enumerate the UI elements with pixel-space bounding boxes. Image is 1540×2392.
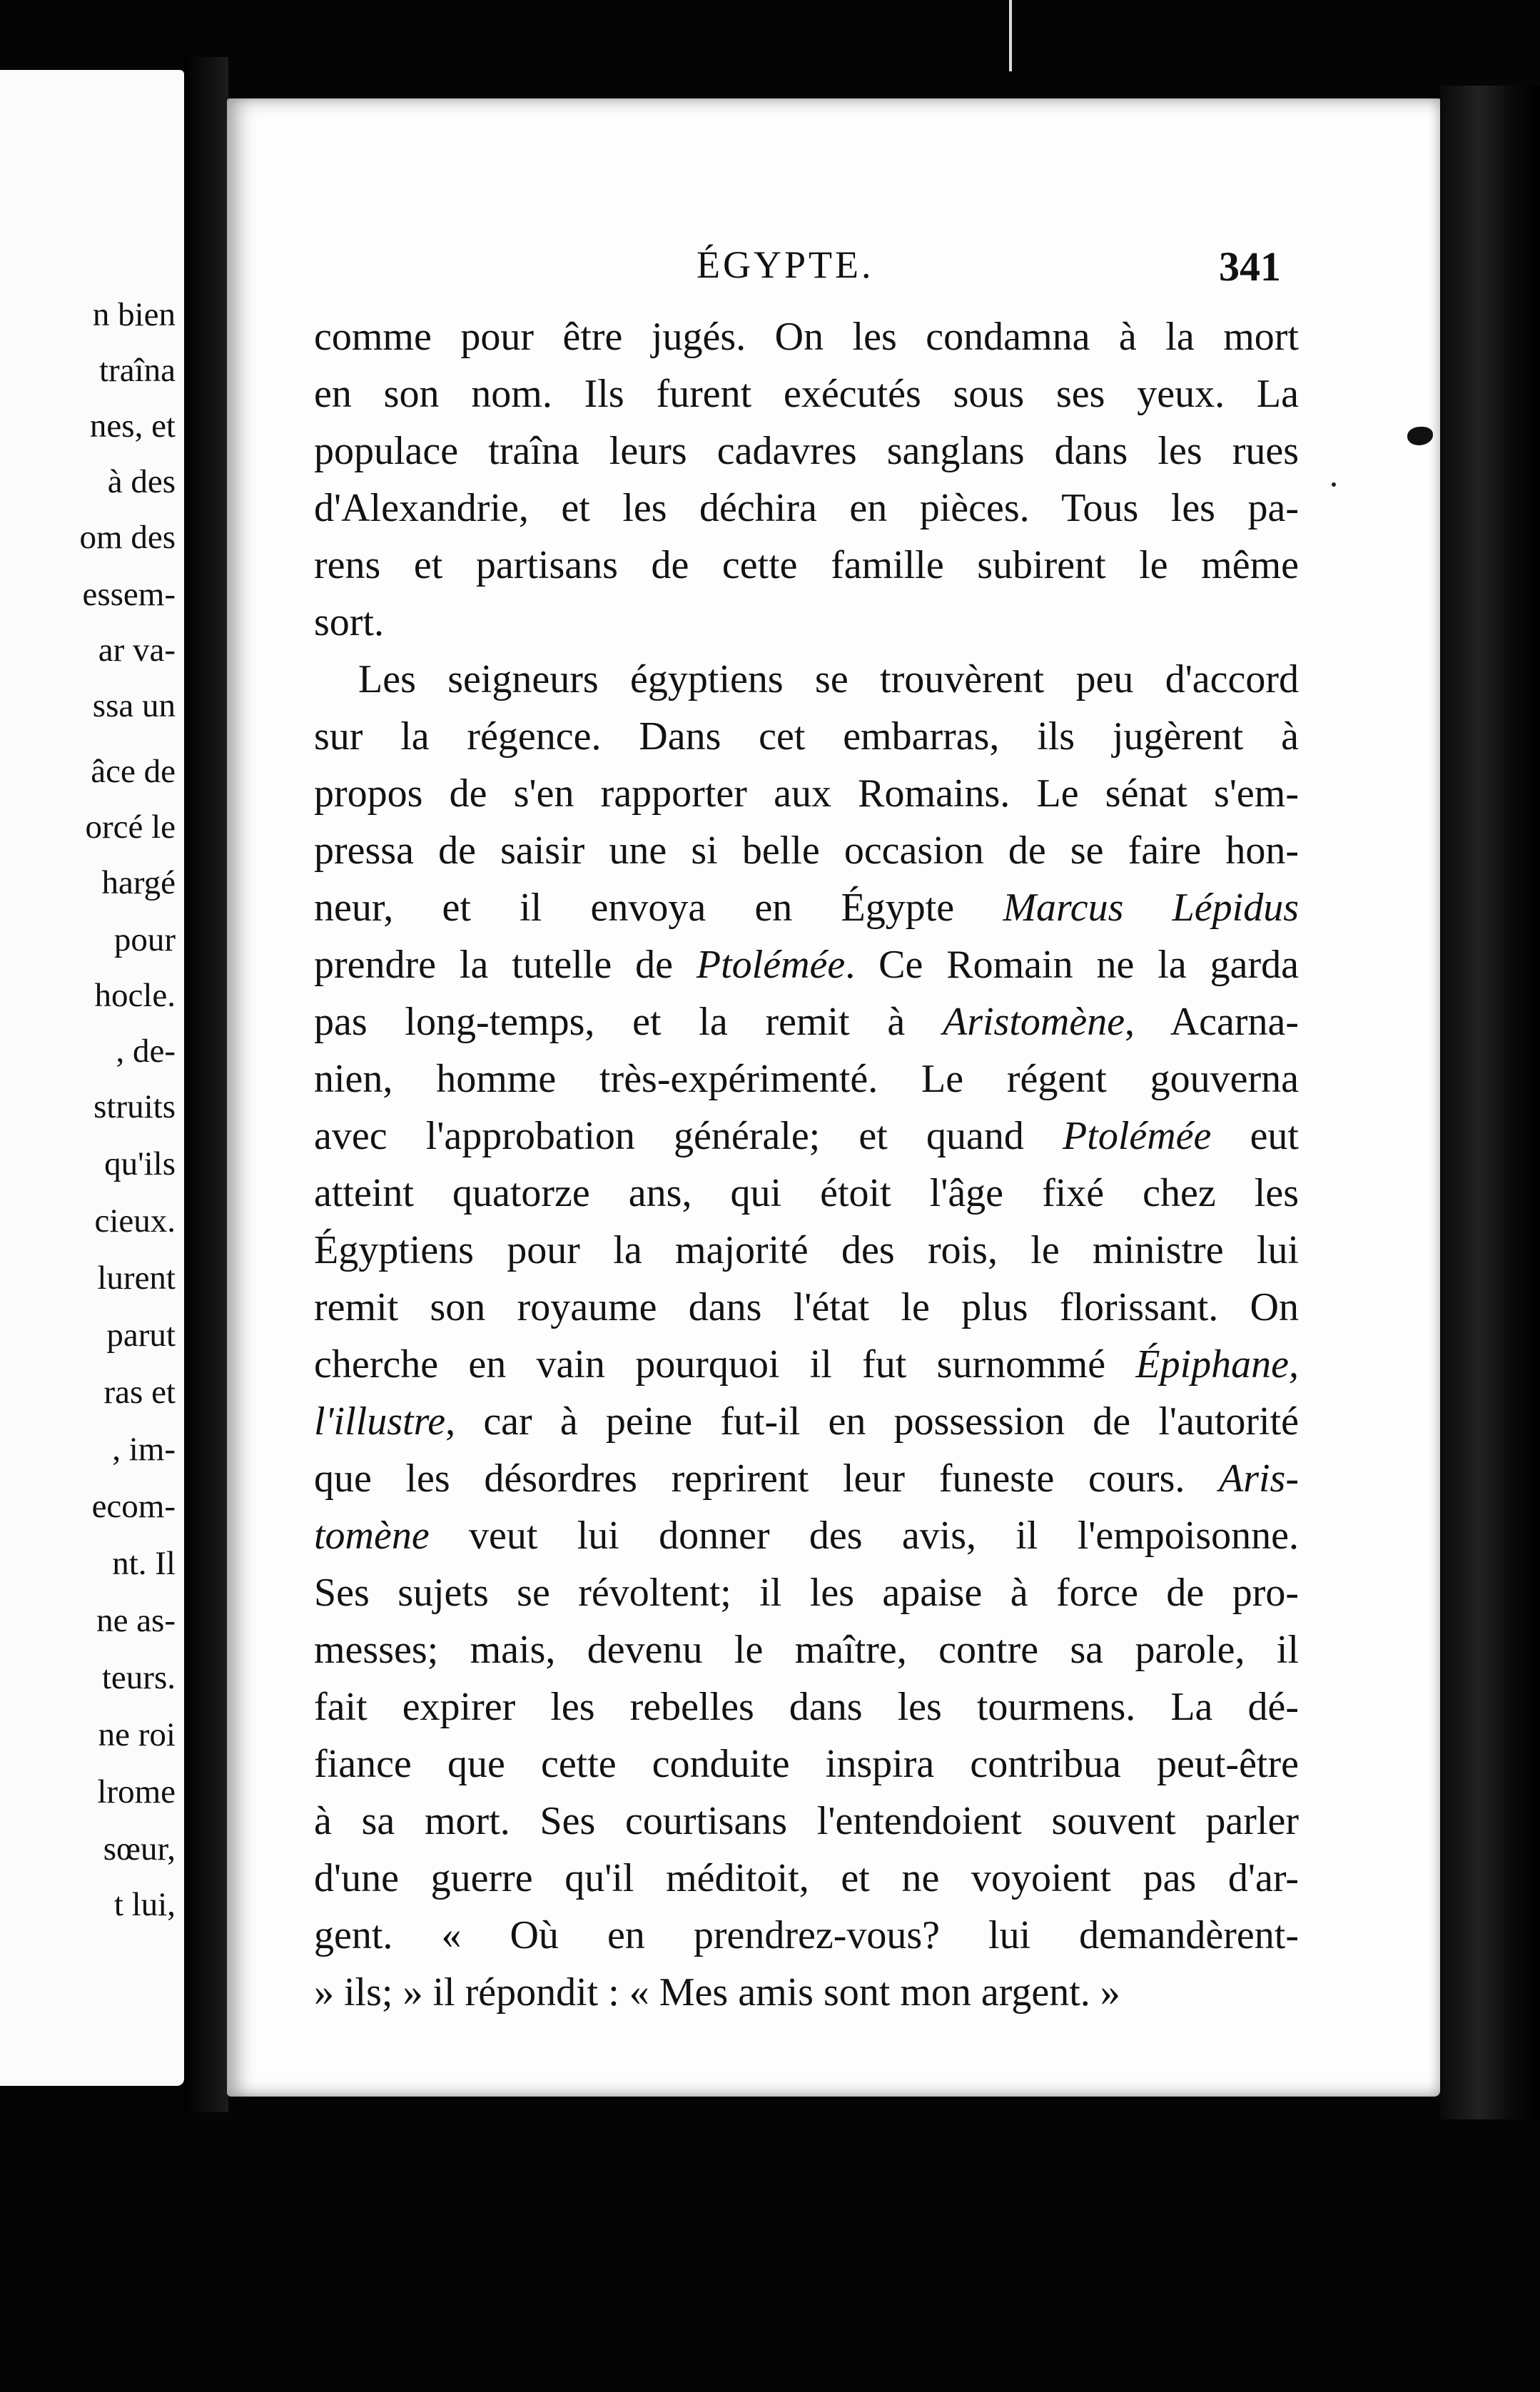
text-segment: pressa de saisir une si belle occasion de se faire hon- — [314, 828, 1299, 873]
text-line — [314, 1621, 1299, 1678]
binding-thread — [1009, 0, 1012, 71]
text-segment: pas long-temps, et la remit à — [314, 1000, 943, 1044]
left-page-line: hocle. — [94, 977, 176, 1014]
text-segment: remit son royaume dans l'état le plus florissant. On — [314, 1285, 1299, 1329]
left-page-line: ras et — [103, 1374, 176, 1411]
left-page-line: n bien — [92, 296, 176, 333]
text-segment: veut lui donner des avis, il l'empoisonne. — [429, 1514, 1299, 1558]
left-page-line: , im- — [112, 1431, 176, 1468]
text-segment: Égyptiens pour la majorité des rois, le ministre lui — [314, 1228, 1299, 1272]
left-page-fragment — [0, 70, 184, 2086]
left-page-line: , de- — [116, 1033, 176, 1070]
text-line — [314, 1279, 1299, 1336]
left-page-line: ne as- — [96, 1602, 176, 1639]
text-line — [314, 1564, 1299, 1621]
left-page-line: cieux. — [94, 1202, 176, 1240]
text-line — [314, 1678, 1299, 1735]
book-gutter — [184, 57, 228, 2112]
text-segment: d'une guerre qu'il méditoit, et ne voyoient pas d'ar- — [314, 1856, 1299, 1900]
text-segment: avec l'approbation générale; et quand — [314, 1114, 1063, 1158]
text-line — [314, 879, 1299, 936]
left-page-line: ecom- — [91, 1488, 176, 1525]
text-line — [314, 1507, 1299, 1564]
text-line — [314, 537, 1299, 594]
ink-dot — [1332, 482, 1336, 487]
text-segment: rens et partisans de cette famille subirent le même — [314, 543, 1299, 587]
text-segment: fait expirer les rebelles dans les tourmens. La dé- — [314, 1685, 1299, 1729]
text-segment: propos de s'en rapporter aux Romains. Le sénat s'em- — [314, 771, 1299, 816]
text-line — [314, 765, 1299, 822]
text-line — [314, 1964, 1299, 2021]
text-line — [314, 708, 1299, 765]
text-segment: , car à peine fut-il en possession de l'autorité — [445, 1399, 1299, 1444]
text-segment: prendre la tutelle de — [314, 943, 696, 987]
text-line — [314, 1735, 1299, 1793]
body-text — [314, 308, 1299, 2021]
text-segment: gent. « Où en prendrez-vous? lui demandèrent- — [314, 1913, 1299, 1957]
text-line — [314, 1450, 1299, 1507]
text-line — [314, 1050, 1299, 1108]
italic-name: Marcus Lépidus — [1003, 886, 1299, 930]
left-page-line: ar va- — [98, 632, 176, 669]
left-page-line: orcé le — [85, 809, 176, 846]
text-segment: populace traîna leurs cadavres sanglans dans les rues — [314, 429, 1299, 473]
text-segment: d'Alexandrie, et les déchira en pièces. Tous les pa- — [314, 486, 1299, 530]
book-edge — [1440, 86, 1540, 2119]
text-segment: en son nom. Ils furent exécutés sous ses yeux. La — [314, 372, 1299, 416]
left-page-line: nt. Il — [112, 1545, 176, 1582]
left-page-line: lurent — [97, 1260, 176, 1297]
text-segment: atteint quatorze ans, qui étoit l'âge fixé chez les — [314, 1171, 1299, 1215]
italic-name: Ptolémée — [696, 943, 846, 987]
text-line — [314, 594, 1299, 651]
text-segment: nien, homme très-expérimenté. Le régent gouverna — [314, 1057, 1299, 1101]
text-segment: , Acarna- — [1125, 1000, 1300, 1044]
text-line — [314, 1165, 1299, 1222]
text-line — [314, 480, 1299, 537]
text-line — [314, 1108, 1299, 1165]
text-segment: messes; mais, devenu le maître, contre sa parole, il — [314, 1628, 1299, 1672]
left-page-line: qu'ils — [104, 1145, 176, 1182]
left-page-line: teurs. — [101, 1659, 176, 1696]
left-page-line: âce de — [91, 753, 176, 790]
text-line — [314, 936, 1299, 993]
left-page-line: nes, et — [89, 407, 176, 445]
text-segment: . Ce Romain ne la garda — [845, 943, 1299, 987]
text-line — [314, 308, 1299, 365]
text-line — [314, 1850, 1299, 1907]
text-line — [314, 651, 1299, 708]
left-page-line: parut — [106, 1317, 176, 1354]
left-page-line: pour — [113, 921, 176, 958]
italic-name: Aris- — [1219, 1456, 1299, 1501]
left-page-line: hargé — [101, 864, 176, 901]
left-page-line: ne roi — [98, 1716, 176, 1753]
left-page-line: traîna — [99, 352, 176, 389]
text-segment: fiance que cette conduite inspira contribua peut-être — [314, 1742, 1299, 1786]
left-page-line: t lui, — [113, 1886, 176, 1923]
text-segment: eut — [1211, 1114, 1299, 1158]
text-segment: sur la régence. Dans cet embarras, ils jugèrent à — [314, 714, 1299, 759]
text-segment: Les seigneurs égyptiens se trouvèrent peu d'accord — [358, 657, 1299, 701]
text-line — [314, 1793, 1299, 1850]
text-line — [314, 422, 1299, 480]
left-page-line: lrome — [97, 1773, 176, 1810]
italic-name: l'illustre — [314, 1399, 446, 1444]
text-line — [314, 993, 1299, 1050]
text-segment: neur, et il envoya en Égypte — [314, 886, 1003, 930]
left-page-line: à des — [107, 463, 176, 500]
left-page-line: om des — [79, 519, 176, 556]
text-segment: Ses sujets se révoltent; il les apaise à force de pro- — [314, 1571, 1299, 1615]
text-line — [314, 1907, 1299, 1964]
italic-name: tomène — [314, 1514, 430, 1558]
italic-name: Épiphane, — [1135, 1342, 1299, 1387]
text-line — [314, 365, 1299, 422]
text-segment: comme pour être jugés. On les condamna à la mort — [314, 315, 1299, 359]
italic-name: Ptolémée — [1063, 1114, 1212, 1158]
text-segment: sort. — [314, 600, 384, 644]
text-line — [314, 822, 1299, 879]
text-segment: que les désordres reprirent leur funeste cours. — [314, 1456, 1219, 1501]
text-segment: à sa mort. Ses courtisans l'entendoient souvent parler — [314, 1799, 1299, 1843]
page-number: 341 — [1219, 243, 1281, 290]
text-line — [314, 1222, 1299, 1279]
running-head: ÉGYPTE. — [696, 243, 874, 286]
text-line — [314, 1336, 1299, 1393]
italic-name: Aristomène — [942, 1000, 1125, 1044]
page-header — [227, 243, 1440, 300]
text-segment: cherche en vain pourquoi il fut surnommé — [314, 1342, 1136, 1387]
text-line — [314, 1393, 1299, 1450]
left-page-line: essem- — [82, 576, 176, 613]
left-page-line: struits — [93, 1088, 176, 1125]
text-segment: » ils; » il répondit : « Mes amis sont mon argent. » — [314, 1970, 1120, 2015]
left-page-line: sœur, — [103, 1830, 176, 1868]
left-page-line: ssa un — [92, 687, 176, 724]
